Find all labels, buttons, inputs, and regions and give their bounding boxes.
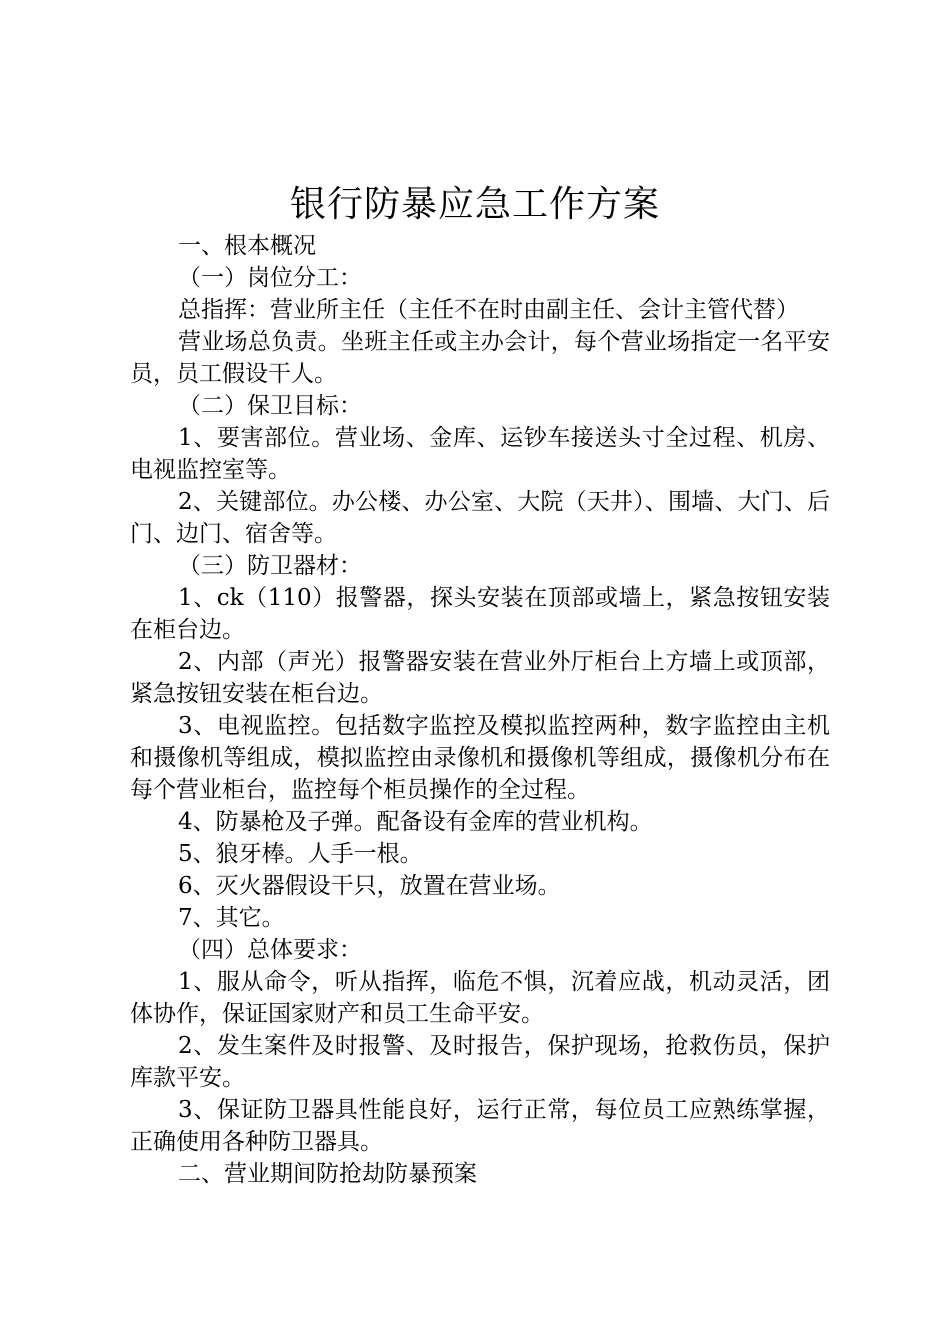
list-item: 5、狼牙棒。人手一根。 <box>178 841 423 867</box>
list-item: 2、发生案件及时报警、及时报告，保护现场，抢救伤员，保护库款平安。 <box>130 1033 830 1091</box>
list-item: 4、防暴枪及子弹。配备设有金库的营业机构。 <box>178 809 653 835</box>
section-heading-basic-overview: 一、根本概况 <box>178 233 316 259</box>
list-item: 6、灭火器假设干只，放置在营业场。 <box>178 873 561 899</box>
subsection-heading-defense-equipment: （三）防卫器材： <box>178 553 362 579</box>
paragraph: 营业场总负责。坐班主任或主办会计，每个营业场指定一名平安员，员工假设干人。 <box>130 329 830 387</box>
list-item: 1、服从命令，听从指挥，临危不惧，沉着应战，机动灵活，团体协作，保证国家财产和员工生命平安。 <box>130 969 830 1027</box>
paragraph: 总指挥：营业所主任（主任不在时由副主任、会计主管代替） <box>178 297 799 323</box>
document-body <box>130 230 830 1190</box>
list-item: 3、保证防卫器具性能良好，运行正常，每位员工应熟练掌握，正确使用各种防卫器具。 <box>130 1097 830 1155</box>
subsection-heading-security-targets: （二）保卫目标： <box>178 393 362 419</box>
section-heading-business-hours-plan: 二、营业期间防抢劫防暴预案 <box>178 1161 477 1187</box>
subsection-heading-general-requirements: （四）总体要求： <box>178 937 362 963</box>
list-item: 7、其它。 <box>178 905 285 931</box>
document-title: 银行防暴应急工作方案 <box>289 184 660 225</box>
list-item: 2、内部（声光）报警器安装在营业外厅柜台上方墙上或顶部，紧急按钮安装在柜台边。 <box>130 649 830 707</box>
subsection-heading-job-division: （一）岗位分工： <box>178 265 362 291</box>
list-item: 1、要害部位。营业场、金库、运钞车接送头寸全过程、机房、电视监控室等。 <box>130 425 830 483</box>
list-item: 1、ck（110）报警器，探头安装在顶部或墙上，紧急按钮安装在柜台边。 <box>130 585 830 643</box>
list-item: 3、电视监控。包括数字监控及模拟监控两种，数字监控由主机和摄像机等组成，模拟监控由录像机和摄像机等组成，摄像机分布在每个营业柜台，监控每个柜员操作的全过程。 <box>130 713 830 803</box>
list-item: 2、关键部位。办公楼、办公室、大院（天井）、围墙、大门、后门、边门、宿舍等。 <box>130 489 830 547</box>
